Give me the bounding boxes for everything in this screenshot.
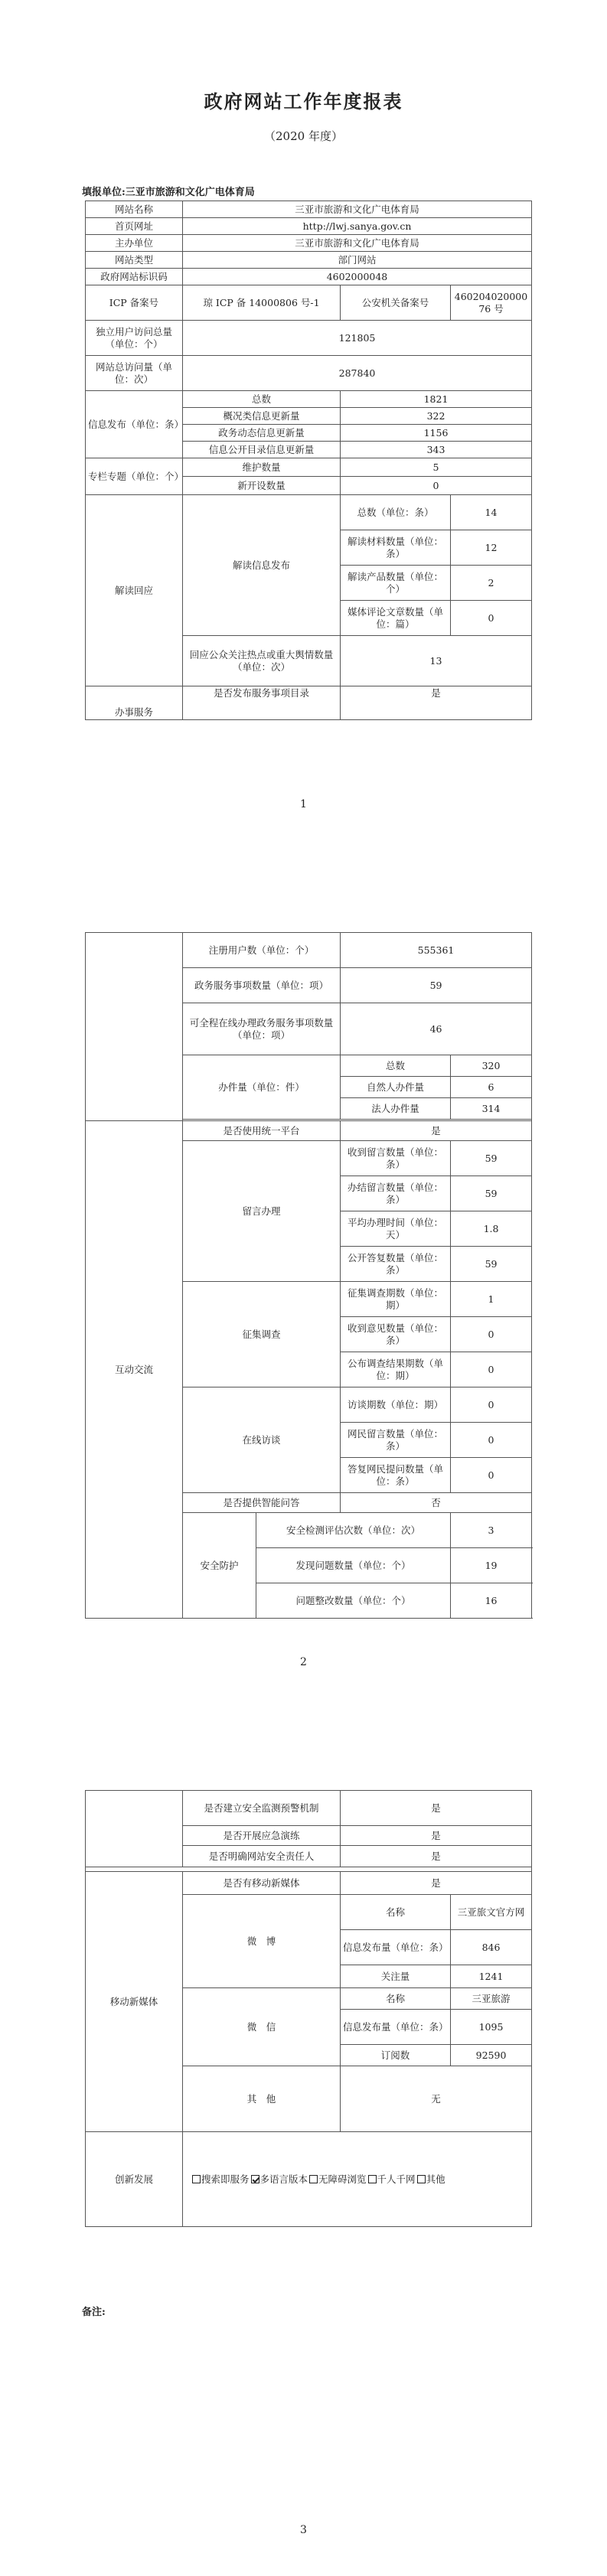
info-dynamic-label: 政务动态信息更新量: [183, 425, 341, 442]
site-name-label: 网站名称: [86, 201, 183, 218]
home-url-value: http://lwj.sanya.gov.cn: [183, 218, 532, 235]
column-maintain-label: 维护数量: [183, 458, 341, 477]
interview-periods-value: 0: [451, 1387, 532, 1423]
info-total-value: 1821: [341, 391, 532, 408]
service-published-label: 是否发布服务事项目录: [183, 686, 341, 720]
row-site-code: [86, 269, 532, 285]
option-label: 其他: [426, 2173, 445, 2185]
survey-results-label: 公布调查结果期数（单位：期）: [341, 1352, 451, 1387]
mobile-has-value: 是: [341, 1872, 532, 1895]
wechat-posts-value: 1095: [451, 2010, 532, 2045]
icp-label: ICP 备案号: [86, 285, 183, 321]
mobile-label: 移动新媒体: [86, 1872, 183, 2132]
weibo-posts-value: 846: [451, 1930, 532, 1965]
owner-value: 是: [341, 1846, 532, 1867]
service-published-value: 是: [341, 686, 532, 720]
innovation-label: 创新发展: [86, 2132, 183, 2227]
monitor-label: 是否建立安全监测预警机制: [183, 1791, 341, 1826]
drill-value: 是: [341, 1826, 532, 1846]
msg-received-value: 59: [451, 1141, 532, 1176]
mobile-other-value: 无: [341, 2066, 532, 2132]
survey-results-value: 0: [451, 1352, 532, 1387]
uv-label: 独立用户访问总量（单位：个）: [86, 321, 183, 356]
host-unit-label: 主办单位: [86, 235, 183, 252]
column-maintain-value: 5: [341, 458, 532, 477]
cases-legal-value: 314: [451, 1098, 532, 1120]
message-label: 留言办理: [183, 1141, 341, 1282]
row-service: [86, 686, 532, 720]
mobile-has-label: 是否有移动新媒体: [183, 1872, 341, 1895]
option-label: 千人千网: [377, 2173, 416, 2185]
site-name-value: 三亚市旅游和文化广电体育局: [183, 201, 532, 218]
interview-answers-label: 答复网民提问数量（单位：条）: [341, 1458, 451, 1493]
option-multi-language[interactable]: [251, 2173, 308, 2185]
row-site-name: [86, 201, 532, 218]
online-items-label: 可全程在线办理政务服务事项数量（单位：项）: [183, 1003, 341, 1055]
cases-label: 办件量（单位：件）: [183, 1055, 341, 1120]
interpret-total-label: 总数（单位：条）: [341, 495, 451, 530]
msg-public-value: 59: [451, 1247, 532, 1282]
monitor-value: 是: [341, 1791, 532, 1826]
wechat-subs-value: 92590: [451, 2045, 532, 2066]
service-items-label: 政务服务事项数量（单位：项）: [183, 968, 341, 1003]
pv-label: 网站总访问量（单位：次）: [86, 356, 183, 391]
report-table-page-2: [85, 932, 532, 1619]
row-site-type: [86, 252, 532, 269]
page-number-1: 1: [300, 798, 307, 810]
note-label: 备注:: [82, 2307, 106, 2318]
uv-value: 121805: [183, 321, 532, 356]
checkbox-other[interactable]: [417, 2175, 426, 2183]
option-label: 多语言版本: [259, 2173, 308, 2185]
reg-users-label: 注册用户数（单位：个）: [183, 933, 341, 968]
row-uv: [86, 321, 532, 356]
info-overview-value: 322: [341, 408, 532, 425]
msg-public-label: 公开答复数量（单位：条）: [341, 1247, 451, 1282]
host-unit-value: 三亚市旅游和文化广电体育局: [183, 235, 532, 252]
interpret-material-label: 解读材料数量（单位：条）: [341, 530, 451, 566]
site-type-value: 部门网站: [183, 252, 532, 269]
interpret-hotspot-value: 13: [341, 636, 532, 686]
interpret-publish-label: 解读信息发布: [183, 495, 341, 636]
option-search-as-service[interactable]: [192, 2173, 250, 2185]
wechat-label: 微 信: [183, 1988, 341, 2066]
msg-avg-value: 1.8: [451, 1211, 532, 1247]
interpret-media-label: 媒体评论文章数量（单位：篇）: [341, 601, 451, 636]
msg-received-label: 收到留言数量（单位：条）: [341, 1141, 451, 1176]
service-continued-cell: [86, 933, 183, 1121]
report-year: （2020 年度）: [264, 129, 343, 143]
drill-label: 是否开展应急演练: [183, 1826, 341, 1846]
info-label: 信息发布（单位：条）: [86, 391, 183, 458]
page-number-2: 2: [300, 1656, 307, 1668]
interview-questions-value: 0: [451, 1423, 532, 1458]
interview-questions-label: 网民留言数量（单位：条）: [341, 1423, 451, 1458]
info-disclosure-label: 信息公开目录信息更新量: [183, 442, 341, 458]
interpret-product-value: 2: [451, 566, 532, 601]
interpret-material-value: 12: [451, 530, 532, 566]
service-items-value: 59: [341, 968, 532, 1003]
sec-tests-label: 安全检测评估次数（单位：次）: [256, 1513, 451, 1548]
interview-periods-label: 访谈期数（单位：期）: [341, 1387, 451, 1423]
survey-opinions-label: 收到意见数量（单位：条）: [341, 1317, 451, 1352]
column-new-value: 0: [341, 477, 532, 495]
row-icp: [86, 285, 532, 321]
sec-tests-value: 3: [451, 1513, 532, 1548]
survey-periods-label: 征集调查期数（单位：期）: [341, 1282, 451, 1317]
row-mobile-has: [86, 1872, 532, 1895]
reg-users-value: 555361: [341, 933, 532, 968]
wechat-subs-label: 订阅数: [341, 2045, 451, 2066]
report-table-page-3: [85, 1790, 532, 2227]
row-pv: [86, 356, 532, 391]
unified-label: 是否使用统一平台: [183, 1121, 341, 1141]
interpret-total-value: 14: [451, 495, 532, 530]
info-dynamic-value: 1156: [341, 425, 532, 442]
interpret-product-label: 解读产品数量（单位：个）: [341, 566, 451, 601]
interpret-media-value: 0: [451, 601, 532, 636]
info-total-label: 总数: [183, 391, 341, 408]
row-unified: [86, 1121, 532, 1141]
sec-fixed-label: 问题整改数量（单位：个）: [256, 1583, 451, 1619]
row-monitor: [86, 1791, 532, 1826]
row-innovation: [86, 2132, 532, 2227]
option-other[interactable]: [417, 2173, 445, 2185]
security-label: 安全防护: [183, 1513, 256, 1619]
info-disclosure-value: 343: [341, 442, 532, 458]
mobile-other-label: 其 他: [183, 2066, 341, 2132]
checkbox-multi-language[interactable]: [251, 2175, 259, 2183]
row-host-unit: [86, 235, 532, 252]
weibo-name-label: 名称: [341, 1895, 451, 1930]
checkbox-search-as-service[interactable]: [192, 2175, 201, 2183]
sec-fixed-value: 16: [451, 1583, 532, 1619]
police-record-label: 公安机关备案号: [341, 285, 451, 321]
row-home-url: [86, 218, 532, 235]
row-reg-users: [86, 933, 532, 968]
cases-person-label: 自然人办件量: [341, 1077, 451, 1098]
info-overview-label: 概况类信息更新量: [183, 408, 341, 425]
qa-value: 否: [341, 1493, 532, 1513]
option-label: 无障碍浏览: [318, 2173, 367, 2185]
wechat-name-label: 名称: [341, 1988, 451, 2010]
interpret-hotspot-label: 回应公众关注热点或重大舆情数量（单位：次）: [183, 636, 341, 686]
home-url-label: 首页网址: [86, 218, 183, 235]
site-code-value: 4602000048: [183, 269, 532, 285]
service-label: 办事服务: [86, 686, 183, 720]
row-interpret-total: [86, 495, 532, 530]
fill-unit: 填报单位:三亚市旅游和文化广电体育局: [82, 187, 255, 198]
online-items-value: 46: [341, 1003, 532, 1055]
row-info-total: [86, 391, 532, 408]
security-continued-cell: [86, 1791, 183, 1867]
option-personalized[interactable]: [368, 2173, 416, 2185]
column-label: 专栏专题（单位：个）: [86, 458, 183, 495]
weibo-followers-value: 1241: [451, 1965, 532, 1988]
msg-done-value: 59: [451, 1176, 532, 1211]
sec-issues-label: 发现问题数量（单位：个）: [256, 1548, 451, 1583]
survey-opinions-value: 0: [451, 1317, 532, 1352]
wechat-posts-label: 信息发布量（单位：条）: [341, 2010, 451, 2045]
weibo-name-value: 三亚旅文官方网: [451, 1895, 532, 1930]
site-code-label: 政府网站标识码: [86, 269, 183, 285]
cases-person-value: 6: [451, 1077, 532, 1098]
page-title: 政府网站工作年度报表: [204, 90, 403, 112]
unified-value: 是: [341, 1121, 532, 1141]
owner-label: 是否明确网站安全责任人: [183, 1846, 341, 1867]
interview-label: 在线访谈: [183, 1387, 341, 1493]
interaction-label: 互动交流: [86, 1121, 183, 1619]
weibo-followers-label: 关注量: [341, 1965, 451, 1988]
police-record-value: 46020402000076 号: [451, 285, 532, 321]
survey-label: 征集调查: [183, 1282, 341, 1387]
site-type-label: 网站类型: [86, 252, 183, 269]
survey-periods-value: 1: [451, 1282, 532, 1317]
weibo-posts-label: 信息发布量（单位：条）: [341, 1930, 451, 1965]
column-new-label: 新开设数量: [183, 477, 341, 495]
pv-value: 287840: [183, 356, 532, 391]
weibo-label: 微 博: [183, 1895, 341, 1988]
innovation-options: [183, 2132, 532, 2227]
cases-legal-label: 法人办件量: [341, 1098, 451, 1120]
qa-label: 是否提供智能问答: [183, 1493, 341, 1513]
wechat-name-value: 三亚旅游: [451, 1988, 532, 2010]
cases-total-value: 320: [451, 1055, 532, 1077]
icp-value: 琼 ICP 备 14000806 号-1: [183, 285, 341, 321]
checkbox-accessibility[interactable]: [309, 2175, 318, 2183]
msg-avg-label: 平均办理时间（单位：天）: [341, 1211, 451, 1247]
report-table-page-1: [85, 201, 532, 720]
sec-issues-value: 19: [451, 1548, 532, 1583]
msg-done-label: 办结留言数量（单位：条）: [341, 1176, 451, 1211]
cases-total-label: 总数: [341, 1055, 451, 1077]
checkbox-personalized[interactable]: [368, 2175, 377, 2183]
interview-answers-value: 0: [451, 1458, 532, 1493]
page-number-3: 3: [300, 2524, 307, 2536]
option-label: 搜索即服务: [201, 2173, 250, 2185]
interpret-label: 解读回应: [86, 495, 183, 686]
option-accessibility[interactable]: [309, 2173, 367, 2185]
row-column-maintain: [86, 458, 532, 477]
